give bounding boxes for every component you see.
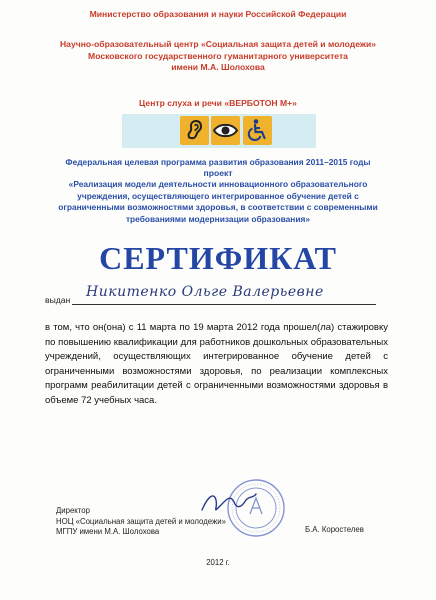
certificate-title: СЕРТИФИКАТ — [99, 240, 337, 276]
eye-icon — [211, 116, 240, 145]
center-name: Центр слуха и речи «ВЕРБОТОН М+» — [139, 98, 297, 108]
issued-label: выдан — [45, 295, 71, 305]
ear-icon — [180, 116, 209, 145]
org-line: имени М.А. Шолохова — [171, 62, 265, 72]
project-label: проект — [203, 168, 233, 178]
wheelchair-icon — [243, 116, 272, 145]
signer-name: Б.А. Коростелев — [305, 525, 364, 534]
org-line: Московского государственного гуманитарного университета — [88, 50, 348, 61]
certificate-body: в том, что он(она) с 11 марта по 19 марта 2012 года прошел(ла) стажировку по повышению квалификации для работников дошкольных образовательных учреждений, осуществляющих интегрированное обучение детей с ограниченными возможностями здоровья, по реализации комплексных программ реабилитации детей с ограниченными возможностями здоровья в объеме 72 учебных часа. — [45, 322, 388, 406]
federal-program: Федеральная целевая программа развития образования 2011–2015 годы — [65, 157, 371, 167]
issue-year: 2012 г. — [206, 558, 230, 567]
organization-heading — [0, 39, 436, 74]
org-line: Научно-образовательный центр «Социальная защита детей и молодежи» — [59, 39, 377, 49]
signature — [196, 488, 260, 520]
recipient-name: Никитенко Ольге Валерьевне — [86, 284, 324, 300]
director-line: Директор — [56, 506, 90, 515]
director-line: МГПУ имени М.А. Шолохова — [56, 527, 160, 536]
project-text: «Реализация модели деятельности инновационного образовательного учреждения, осуществляющего интегрированное обучение детей с ограниченными возможностями здоровья, в соответствии с современными требованиями модернизации образования» — [58, 179, 378, 224]
ministry-heading: Министерство образования и науки Российской Федерации — [89, 9, 347, 19]
director-line: НОЦ «Социальная защита детей и молодежи» — [56, 516, 226, 526]
issued-underline — [72, 304, 376, 305]
